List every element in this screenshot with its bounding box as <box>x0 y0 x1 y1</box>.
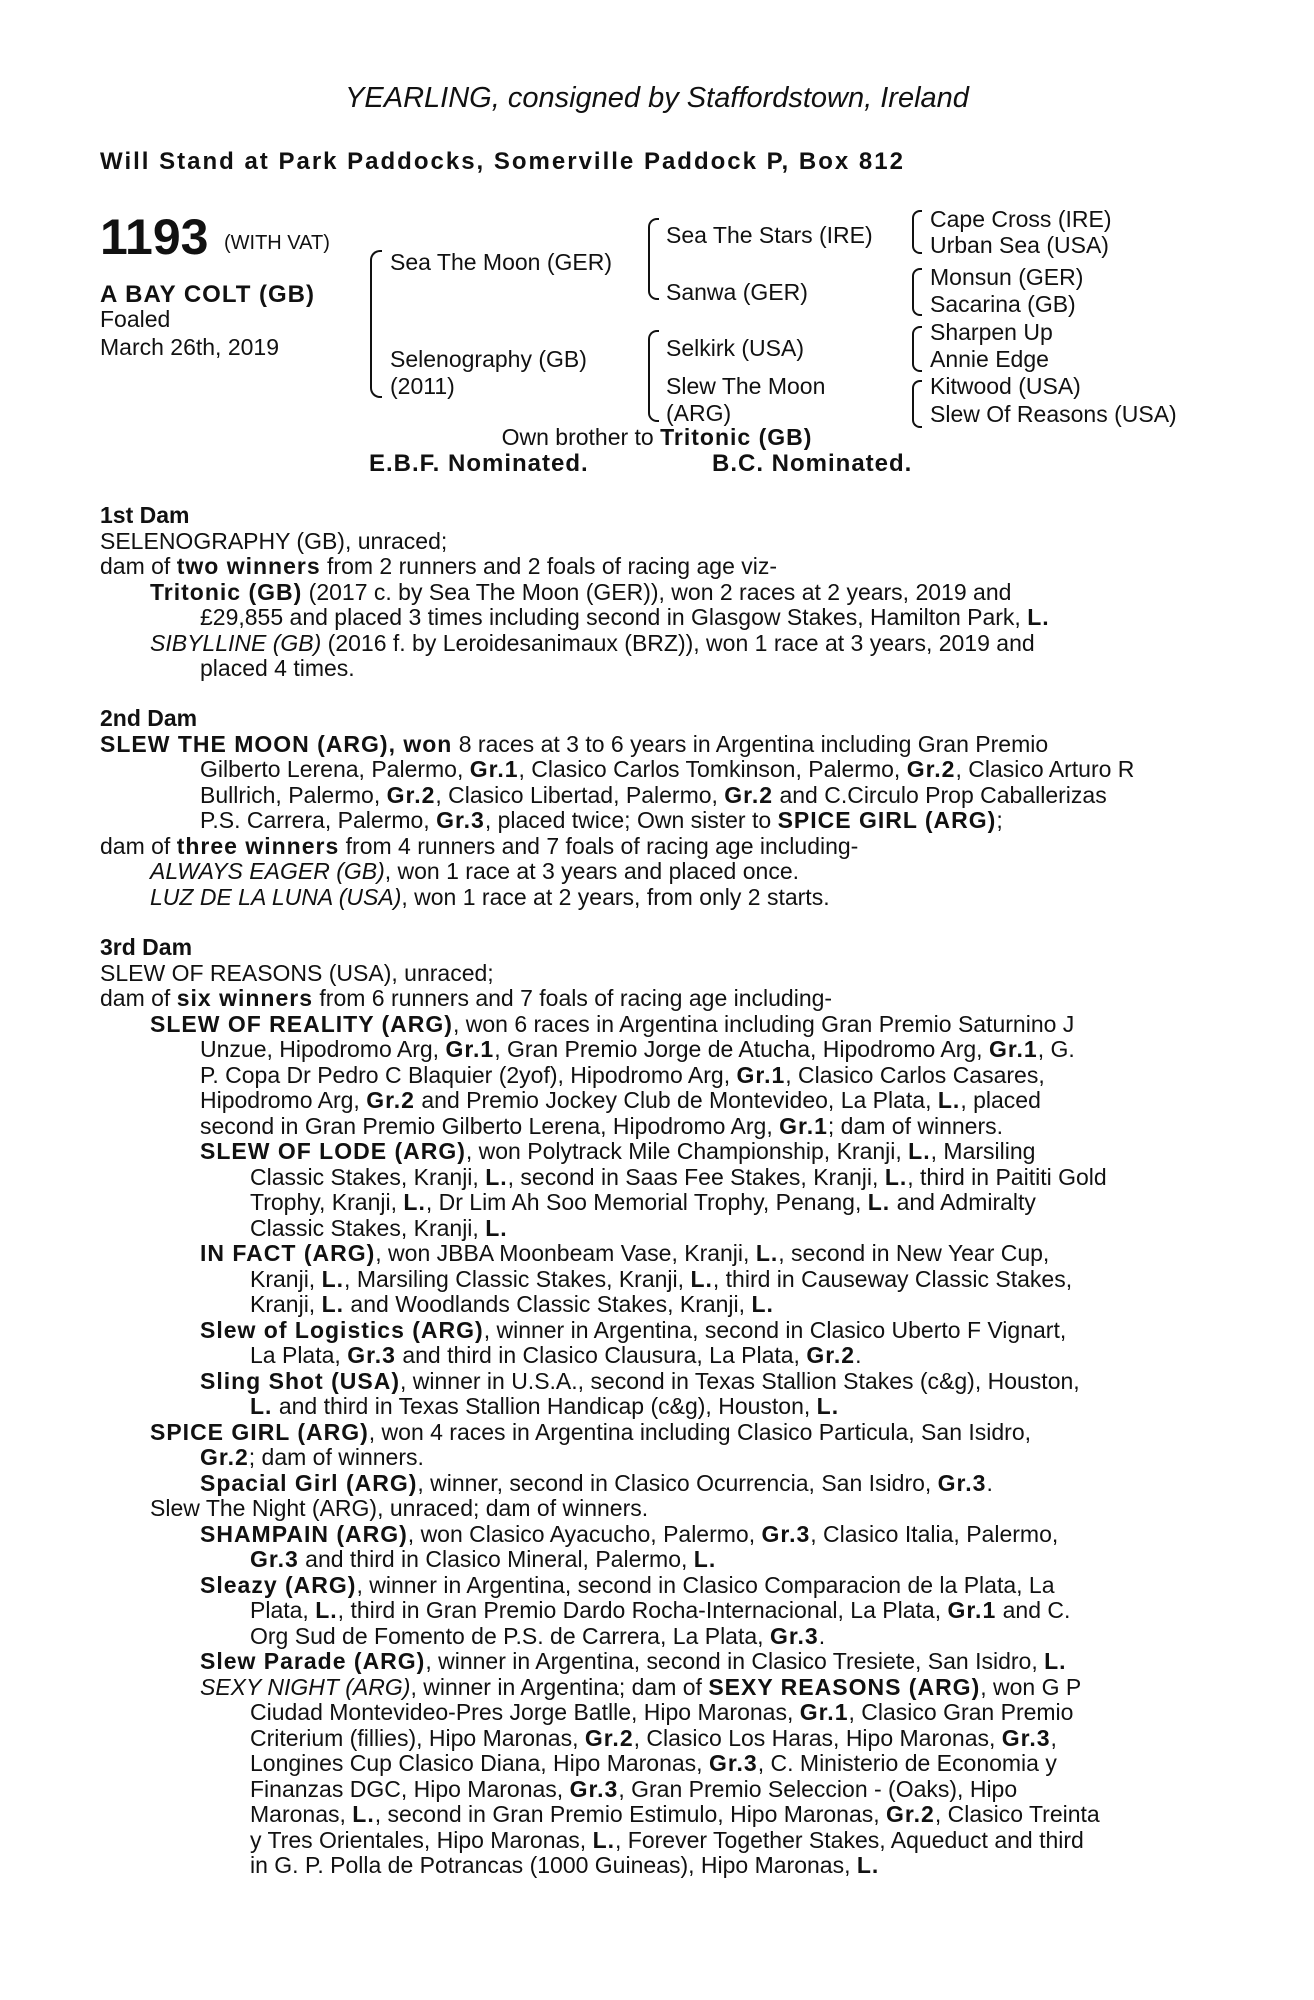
pedigree-ssd: Urban Sea (USA) <box>930 232 1109 258</box>
text-line: SLEW THE MOON (ARG), won 8 races at 3 to 6 years in Argentina including Gran Premio <box>100 730 1049 757</box>
text-line: Sleazy (ARG), winner in Argentina, second in Clasico Comparacion de la Plata, La <box>200 1571 1055 1598</box>
text-line: Gilberto Lerena, Palermo, Gr.1, Clasico Carlos Tomkinson, Palermo, Gr.2, Clasico Arturo R <box>200 756 1135 782</box>
text-line: Slew The Night (ARG), unraced; dam of winners. <box>150 1495 649 1521</box>
first-dam-section <box>100 503 1204 682</box>
text-line: SPICE GIRL (ARG), won 4 races in Argentina including Clasico Particula, San Isidro, <box>150 1418 1032 1445</box>
third-dam-heading: 3rd Dam <box>100 934 193 960</box>
text-line: ALWAYS EAGER (GB), won 1 race at 3 years and placed once. <box>150 858 800 884</box>
text-line: Trophy, Kranji, L., Dr Lim Ah Soo Memorial Trophy, Penang, L. and Admiralty <box>250 1189 1036 1215</box>
text-line: La Plata, Gr.3 and third in Clasico Clausura, La Plata, Gr.2. <box>250 1342 862 1368</box>
text-line: IN FACT (ARG), won JBBA Moonbeam Vase, Kranji, L., second in New Year Cup, <box>200 1240 1050 1266</box>
text-line: Classic Stakes, Kranji, L., second in Saas Fee Stakes, Kranji, L., third in Paititi Gold <box>250 1163 1107 1190</box>
pedigree-sdd: Sacarina (GB) <box>930 291 1076 317</box>
text-line: Kranji, L., Marsiling Classic Stakes, Kranji, L., third in Causeway Classic Stakes, <box>250 1265 1073 1292</box>
pedigree-dss: Sharpen Up <box>930 319 1053 345</box>
pedigree-brace-dam <box>648 330 659 422</box>
pedigree-sire-dam: Sanwa (GER) <box>666 279 808 305</box>
foaled-date: March 26th, 2019 <box>100 334 280 360</box>
own-brother-note <box>0 424 1314 451</box>
consignment-title: YEARLING, consigned by Staffordstown, Ireland <box>345 82 969 114</box>
text-line: Sling Shot (USA), winner in U.S.A., second in Texas Stallion Stakes (c&g), Houston, <box>200 1367 1080 1394</box>
pedigree-sire: Sea The Moon (GER) <box>390 249 613 275</box>
text-line: SIBYLLINE (GB) (2016 f. by Leroidesanimaux (BRZ)), won 1 race at 3 years, 2019 and <box>150 629 1035 656</box>
text-line: P. Copa Dr Pedro C Blaquier (2yof), Hipodromo Arg, Gr.1, Clasico Carlos Casares, <box>200 1061 1045 1088</box>
text-line: Longines Cup Clasico Diana, Hipo Maronas, Gr.3, C. Ministerio de Economia y <box>250 1750 1057 1776</box>
pedigree-dsd: Annie Edge <box>930 346 1049 372</box>
horse-description: A BAY COLT (GB) <box>100 281 316 308</box>
text-line: SEXY NIGHT (ARG), winner in Argentina; dam of SEXY REASONS (ARG), won G P <box>200 1673 1082 1700</box>
text-line: dam of three winners from 4 runners and 7 foals of racing age including- <box>100 832 859 859</box>
text-line: Gr.2; dam of winners. <box>200 1444 424 1470</box>
text-line: Slew Parade (ARG), winner in Argentina, second in Clasico Tresiete, San Isidro, L. <box>200 1648 1067 1674</box>
pedigree-dds: Kitwood (USA) <box>930 373 1081 399</box>
text-line: dam of two winners from 2 runners and 2 foals of racing age viz- <box>100 553 778 579</box>
text-line: Spacial Girl (ARG), winner, second in Clasico Ocurrencia, San Isidro, Gr.3. <box>200 1469 993 1496</box>
vat-note: (WITH VAT) <box>224 232 330 254</box>
foaled-label: Foaled <box>100 306 171 332</box>
text-line: SLEW OF LODE (ARG), won Polytrack Mile Championship, Kranji, L., Marsiling <box>200 1138 1036 1164</box>
lot-number: 1193 <box>100 209 209 265</box>
pedigree-brace-sire <box>648 218 659 300</box>
text-line: Tritonic (GB) (2017 c. by Sea The Moon (GER)), won 2 races at 2 years, 2019 and <box>150 578 1012 605</box>
text-line: placed 4 times. <box>200 655 355 681</box>
text-line: Plata, L., third in Gran Premio Dardo Rocha-Internacional, La Plata, Gr.1 and C. <box>250 1597 1071 1623</box>
pedigree-brace-ds <box>912 326 922 372</box>
text-line: Org Sud de Fomento de P.S. de Carrera, La Plata, Gr.3. <box>250 1622 826 1649</box>
pedigree-dam-name: Selenography (GB) <box>390 346 587 372</box>
text-line: Hipodromo Arg, Gr.2 and Premio Jockey Club de Montevideo, La Plata, L., placed <box>200 1087 1041 1113</box>
text-line: Finanzas DGC, Hipo Maronas, Gr.3, Gran Premio Seleccion - (Oaks), Hipo <box>250 1775 1018 1802</box>
text-line: SELENOGRAPHY (GB), unraced; <box>100 527 448 554</box>
text-line: Unzue, Hipodromo Arg, Gr.1, Gran Premio Jorge de Atucha, Hipodromo Arg, Gr.1, G. <box>200 1036 1075 1062</box>
text-line: Slew of Logistics (ARG), winner in Argentina, second in Clasico Uberto F Vignart, <box>200 1316 1067 1343</box>
pedigree-brace-ss <box>912 210 922 254</box>
second-dam-heading: 2nd Dam <box>100 705 198 731</box>
pedigree-brace-sd <box>912 268 922 316</box>
text-line: SLEW OF REALITY (ARG), won 6 races in Argentina including Gran Premio Saturnino J <box>150 1010 1075 1037</box>
text-line: Maronas, L., second in Gran Premio Estimulo, Hipo Maronas, Gr.2, Clasico Treinta <box>250 1801 1100 1827</box>
text-line: dam of six winners from 6 runners and 7 foals of racing age including- <box>100 985 833 1011</box>
pedigree-sds: Monsun (GER) <box>930 264 1084 290</box>
text-line: Classic Stakes, Kranji, L. <box>250 1214 508 1241</box>
stand-location: Will Stand at Park Paddocks, Somerville Paddock P, Box 812 <box>100 148 905 175</box>
text-line: P.S. Carrera, Palermo, Gr.3, placed twice; Own sister to SPICE GIRL (ARG); <box>200 807 1003 833</box>
text-line: L. and third in Texas Stallion Handicap (c&g), Houston, L. <box>250 1393 840 1419</box>
third-dam-section <box>100 935 1204 1879</box>
text-line: Gr.3 and third in Clasico Mineral, Palermo, L. <box>250 1546 717 1572</box>
pedigree-dam-sire: Selkirk (USA) <box>666 335 805 361</box>
pedigree-ddd: Slew Of Reasons (USA) <box>930 401 1177 427</box>
text-line: £29,855 and placed 3 times including second in Glasgow Stakes, Hamilton Park, L. <box>200 604 1050 630</box>
own-brother-text: Own brother to <box>501 424 661 450</box>
text-line: SLEW OF REASONS (USA), unraced; <box>100 959 494 986</box>
pedigree-sss: Cape Cross (IRE) <box>930 206 1112 232</box>
own-brother-name: Tritonic (GB) <box>660 424 813 450</box>
pedigree-dam-year: (2011) <box>390 373 455 399</box>
pedigree-dam-dam-country: (ARG) <box>666 400 732 426</box>
pedigree-dam-dam: Slew The Moon <box>666 373 826 399</box>
pedigree-sire-sire: Sea The Stars (IRE) <box>666 222 873 248</box>
text-line: Kranji, L. and Woodlands Classic Stakes, Kranji, L. <box>250 1291 774 1317</box>
pedigree-brace-dd <box>912 380 922 428</box>
text-line: SHAMPAIN (ARG), won Clasico Ayacucho, Palermo, Gr.3, Clasico Italia, Palermo, <box>200 1520 1059 1547</box>
second-dam-section <box>100 706 1204 910</box>
text-line: LUZ DE LA LUNA (USA), won 1 race at 2 years, from only 2 starts. <box>150 883 830 910</box>
pedigree-brace-main <box>370 250 382 398</box>
text-line: Criterium (fillies), Hipo Maronas, Gr.2, Clasico Los Haras, Hipo Maronas, Gr.3, <box>250 1724 1057 1751</box>
text-line: Bullrich, Palermo, Gr.2, Clasico Libertad, Palermo, Gr.2 and C.Circulo Prop Caballerizas <box>200 781 1107 808</box>
text-line: y Tres Orientales, Hipo Maronas, L., Forever Together Stakes, Aqueduct and third <box>250 1826 1084 1853</box>
bc-nominated: B.C. Nominated. <box>712 450 913 477</box>
ebf-nominated: E.B.F. Nominated. <box>369 450 589 477</box>
text-line: in G. P. Polla de Potrancas (1000 Guineas), Hipo Maronas, L. <box>250 1852 880 1878</box>
text-line: Ciudad Montevideo-Pres Jorge Batlle, Hipo Maronas, Gr.1, Clasico Gran Premio <box>250 1699 1074 1725</box>
first-dam-heading: 1st Dam <box>100 502 190 528</box>
text-line: second in Gran Premio Gilberto Lerena, Hipodromo Arg, Gr.1; dam of winners. <box>200 1112 1004 1139</box>
